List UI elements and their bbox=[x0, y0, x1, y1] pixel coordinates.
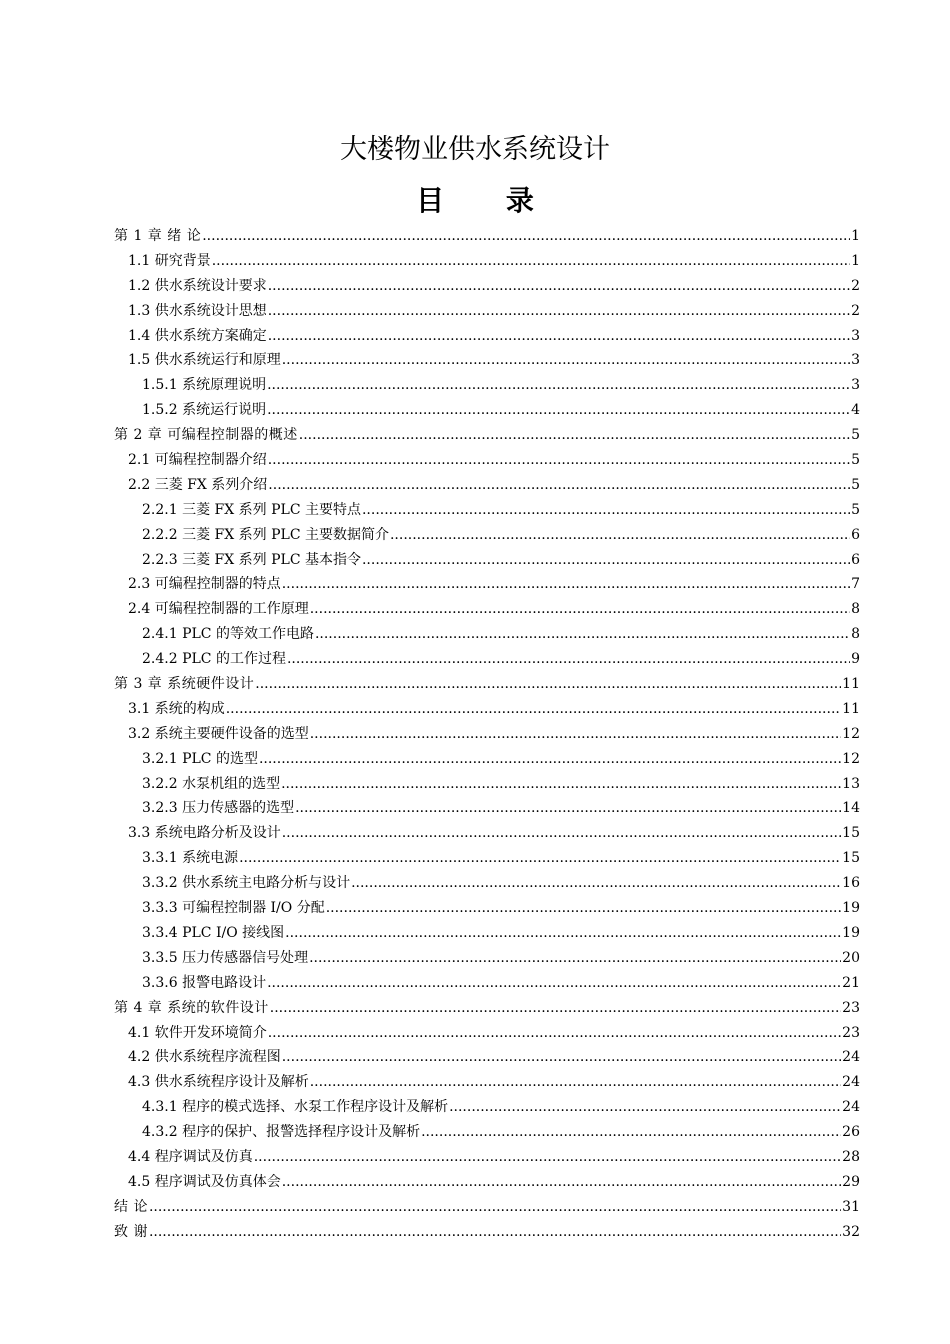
toc-dot-leader bbox=[226, 697, 841, 722]
toc-entry-page-number: 4 bbox=[851, 402, 860, 419]
toc-entry[interactable] bbox=[114, 1220, 860, 1245]
toc-entry-page-number: 3 bbox=[851, 327, 860, 344]
toc-entry-label: 4.3 供水系统程序设计及解析 bbox=[128, 1074, 309, 1091]
toc-entry-page-number: 15 bbox=[842, 825, 860, 842]
toc-entry-label: 2.4 可编程控制器的工作原理 bbox=[128, 601, 309, 618]
toc-entry[interactable] bbox=[114, 871, 860, 896]
toc-entry-page-number: 11 bbox=[842, 676, 860, 693]
toc-entry-label: 3.2 系统主要硬件设备的选型 bbox=[128, 725, 309, 742]
toc-entry[interactable] bbox=[114, 996, 860, 1021]
toc-entry-page-number: 5 bbox=[851, 476, 860, 493]
toc-entry-page-number: 5 bbox=[851, 501, 860, 518]
toc-entry-page-number: 12 bbox=[842, 750, 860, 767]
toc-entry[interactable] bbox=[114, 821, 860, 846]
toc-entry[interactable] bbox=[114, 796, 860, 821]
toc-entry-label: 第 2 章 可编程控制器的概述 bbox=[114, 427, 298, 444]
toc-entry[interactable] bbox=[114, 274, 860, 299]
toc-entry-label: 第 1 章 绪 论 bbox=[114, 228, 202, 244]
toc-entry-label: 3.3.6 报警电路设计 bbox=[142, 974, 267, 991]
toc-entry-label: 3.3 系统电路分析及设计 bbox=[128, 825, 281, 842]
toc-entry[interactable] bbox=[114, 697, 860, 722]
toc-entry-label: 2.3 可编程控制器的特点 bbox=[128, 576, 281, 593]
toc-dot-leader bbox=[255, 672, 841, 697]
toc-entry[interactable] bbox=[114, 921, 860, 946]
toc-entry[interactable] bbox=[114, 572, 860, 597]
toc-dot-leader bbox=[267, 398, 850, 423]
toc-entry-page-number: 19 bbox=[842, 900, 860, 917]
toc-entry[interactable] bbox=[114, 722, 860, 747]
toc-entry-page-number: 6 bbox=[851, 551, 860, 568]
toc-entry-page-number: 8 bbox=[851, 601, 860, 618]
toc-entry[interactable] bbox=[114, 1070, 860, 1095]
toc-entry-page-number: 24 bbox=[842, 1049, 860, 1066]
toc-entry-label: 3.3.4 PLC I/O 接线图 bbox=[142, 924, 285, 941]
toc-entry[interactable] bbox=[114, 299, 860, 324]
toc-entry[interactable] bbox=[114, 1170, 860, 1195]
toc-entry-label: 4.1 软件开发环境简介 bbox=[128, 1024, 267, 1041]
toc-entry[interactable] bbox=[114, 348, 860, 373]
toc-entry-label: 4.5 程序调试及仿真体会 bbox=[128, 1173, 281, 1190]
toc-dot-leader bbox=[254, 1145, 841, 1170]
toc-entry-page-number: 24 bbox=[842, 1099, 860, 1116]
toc-entry-page-number: 23 bbox=[842, 999, 860, 1016]
toc-entry[interactable] bbox=[114, 896, 860, 921]
toc-dot-leader bbox=[282, 1045, 841, 1070]
document-title: 大楼物业供水系统设计 bbox=[340, 134, 610, 165]
toc-dot-leader bbox=[351, 871, 841, 896]
toc-dot-leader bbox=[268, 324, 850, 349]
toc-entry[interactable] bbox=[114, 1120, 860, 1145]
toc-entry-label: 3.2.1 PLC 的选型 bbox=[142, 750, 258, 767]
toc-entry-page-number: 1 bbox=[851, 228, 860, 244]
toc-entry-label: 1.1 研究背景 bbox=[128, 252, 211, 269]
toc-entry-page-number: 11 bbox=[842, 700, 860, 717]
toc-dot-leader bbox=[270, 996, 841, 1021]
toc-entry-label: 1.4 供水系统方案确定 bbox=[128, 327, 267, 344]
toc-dot-leader bbox=[421, 1120, 841, 1145]
toc-entry-label: 3.3.2 供水系统主电路分析与设计 bbox=[142, 875, 351, 892]
toc-dot-leader bbox=[449, 1095, 841, 1120]
toc-entry-label: 1.5 供水系统运行和原理 bbox=[128, 352, 281, 369]
toc-entry-label: 3.1 系统的构成 bbox=[128, 700, 225, 717]
toc-dot-leader bbox=[310, 722, 841, 747]
toc-dot-leader bbox=[310, 597, 850, 622]
toc-entry-page-number: 14 bbox=[842, 800, 860, 817]
toc-entry[interactable] bbox=[114, 324, 860, 349]
toc-entry-label: 第 4 章 系统的软件设计 bbox=[114, 999, 269, 1016]
toc-dot-leader bbox=[282, 348, 850, 373]
toc-dot-leader bbox=[390, 523, 850, 548]
toc-entry-page-number: 7 bbox=[851, 576, 860, 593]
toc-entry[interactable] bbox=[114, 473, 860, 498]
toc-dot-leader bbox=[202, 224, 850, 249]
toc-entry[interactable] bbox=[114, 398, 860, 423]
toc-dot-leader bbox=[281, 772, 841, 797]
toc-dot-leader bbox=[268, 473, 850, 498]
toc-dot-leader bbox=[282, 1170, 841, 1195]
toc-entry-label: 1.5.2 系统运行说明 bbox=[142, 402, 267, 419]
toc-entry[interactable] bbox=[114, 423, 860, 448]
toc-entry-label: 1.2 供水系统设计要求 bbox=[128, 277, 267, 294]
toc-entry[interactable] bbox=[114, 249, 860, 274]
toc-dot-leader bbox=[268, 274, 850, 299]
toc-heading: 目 录 bbox=[416, 184, 560, 217]
toc-dot-leader bbox=[285, 921, 841, 946]
toc-dot-leader bbox=[212, 249, 850, 274]
toc-dot-leader bbox=[295, 796, 841, 821]
toc-dot-leader bbox=[268, 448, 850, 473]
toc-entry-page-number: 6 bbox=[851, 526, 860, 543]
toc-entry-label: 2.1 可编程控制器介绍 bbox=[128, 452, 267, 469]
toc-dot-leader bbox=[362, 548, 850, 573]
toc-entry-page-number: 21 bbox=[842, 974, 860, 991]
toc-entry[interactable] bbox=[114, 1195, 860, 1220]
toc-entry-page-number: 15 bbox=[842, 850, 860, 867]
toc-entry-label: 第 3 章 系统硬件设计 bbox=[114, 676, 255, 693]
toc-entry[interactable] bbox=[114, 523, 860, 548]
toc-entry-label: 3.3.1 系统电源 bbox=[142, 850, 239, 867]
toc-dot-leader bbox=[310, 1070, 841, 1095]
toc-entry-page-number: 19 bbox=[842, 924, 860, 941]
toc-entry-page-number: 5 bbox=[851, 427, 860, 444]
toc-entry-page-number: 3 bbox=[851, 377, 860, 394]
toc-dot-leader bbox=[315, 622, 850, 647]
toc-dot-leader bbox=[268, 299, 850, 324]
toc-dot-leader bbox=[299, 423, 850, 448]
toc-entry[interactable] bbox=[114, 846, 860, 871]
table-of-contents bbox=[114, 224, 860, 1245]
toc-entry[interactable] bbox=[114, 373, 860, 398]
toc-dot-leader bbox=[149, 1220, 841, 1245]
toc-entry[interactable] bbox=[114, 946, 860, 971]
toc-dot-leader bbox=[282, 821, 841, 846]
toc-entry-label: 4.3.1 程序的模式选择、水泵工作程序设计及解析 bbox=[142, 1099, 449, 1116]
toc-entry-page-number: 9 bbox=[851, 651, 860, 668]
toc-entry-page-number: 32 bbox=[842, 1223, 860, 1240]
toc-entry[interactable] bbox=[114, 224, 860, 249]
toc-entry-label: 3.2.3 压力传感器的选型 bbox=[142, 800, 295, 817]
toc-dot-leader bbox=[259, 747, 841, 772]
toc-entry-label: 2.2 三菱 FX 系列介绍 bbox=[128, 476, 268, 493]
toc-entry[interactable] bbox=[114, 672, 860, 697]
toc-entry-page-number: 13 bbox=[842, 775, 860, 792]
toc-entry[interactable] bbox=[114, 498, 860, 523]
toc-entry-page-number: 31 bbox=[842, 1198, 860, 1215]
toc-entry-label: 3.3.5 压力传感器信号处理 bbox=[142, 949, 309, 966]
toc-dot-leader bbox=[267, 971, 841, 996]
toc-dot-leader bbox=[239, 846, 841, 871]
toc-entry[interactable] bbox=[114, 747, 860, 772]
toc-entry-label: 2.2.2 三菱 FX 系列 PLC 主要数据简介 bbox=[142, 526, 389, 543]
toc-entry[interactable] bbox=[114, 1145, 860, 1170]
toc-dot-leader bbox=[287, 647, 850, 672]
toc-entry-page-number: 29 bbox=[842, 1173, 860, 1190]
toc-dot-leader bbox=[326, 896, 841, 921]
toc-entry-page-number: 23 bbox=[842, 1024, 860, 1041]
toc-entry-label: 2.2.3 三菱 FX 系列 PLC 基本指令 bbox=[142, 551, 361, 568]
toc-entry-page-number: 12 bbox=[842, 725, 860, 742]
toc-entry[interactable] bbox=[114, 1095, 860, 1120]
toc-entry-page-number: 20 bbox=[842, 949, 860, 966]
toc-entry-label: 2.4.1 PLC 的等效工作电路 bbox=[142, 626, 314, 643]
toc-entry-label: 1.3 供水系统设计思想 bbox=[128, 302, 267, 319]
toc-entry[interactable] bbox=[114, 772, 860, 797]
toc-dot-leader bbox=[309, 946, 841, 971]
toc-entry-label: 3.2.2 水泵机组的选型 bbox=[142, 775, 281, 792]
toc-entry-label: 2.4.2 PLC 的工作过程 bbox=[142, 651, 286, 668]
toc-entry[interactable] bbox=[114, 448, 860, 473]
toc-entry[interactable] bbox=[114, 1021, 860, 1046]
toc-entry-label: 3.3.3 可编程控制器 I/O 分配 bbox=[142, 900, 325, 917]
toc-entry-page-number: 8 bbox=[851, 626, 860, 643]
toc-entry[interactable] bbox=[114, 622, 860, 647]
toc-entry-page-number: 1 bbox=[851, 252, 860, 269]
toc-dot-leader bbox=[282, 572, 850, 597]
toc-entry-page-number: 2 bbox=[851, 302, 860, 319]
toc-entry[interactable] bbox=[114, 597, 860, 622]
toc-dot-leader bbox=[149, 1195, 841, 1220]
toc-entry-page-number: 16 bbox=[842, 875, 860, 892]
toc-dot-leader bbox=[268, 1021, 841, 1046]
toc-dot-leader bbox=[362, 498, 850, 523]
toc-entry-label: 1.5.1 系统原理说明 bbox=[142, 377, 267, 394]
toc-entry[interactable] bbox=[114, 647, 860, 672]
toc-entry-page-number: 2 bbox=[851, 277, 860, 294]
toc-entry[interactable] bbox=[114, 971, 860, 996]
toc-entry-label: 致 谢 bbox=[114, 1223, 148, 1240]
toc-entry-label: 4.2 供水系统程序流程图 bbox=[128, 1049, 281, 1066]
toc-entry-label: 2.2.1 三菱 FX 系列 PLC 主要特点 bbox=[142, 501, 361, 518]
toc-entry-page-number: 5 bbox=[851, 452, 860, 469]
toc-entry-label: 4.4 程序调试及仿真 bbox=[128, 1148, 253, 1165]
toc-entry-page-number: 3 bbox=[851, 352, 860, 369]
toc-entry-label: 4.3.2 程序的保护、报警选择程序设计及解析 bbox=[142, 1124, 421, 1141]
toc-dot-leader bbox=[267, 373, 850, 398]
toc-entry-label: 结 论 bbox=[114, 1198, 148, 1215]
toc-entry[interactable] bbox=[114, 1045, 860, 1070]
toc-entry-page-number: 28 bbox=[842, 1148, 860, 1165]
toc-entry-page-number: 24 bbox=[842, 1074, 860, 1091]
toc-entry-page-number: 26 bbox=[842, 1124, 860, 1141]
toc-entry[interactable] bbox=[114, 548, 860, 573]
